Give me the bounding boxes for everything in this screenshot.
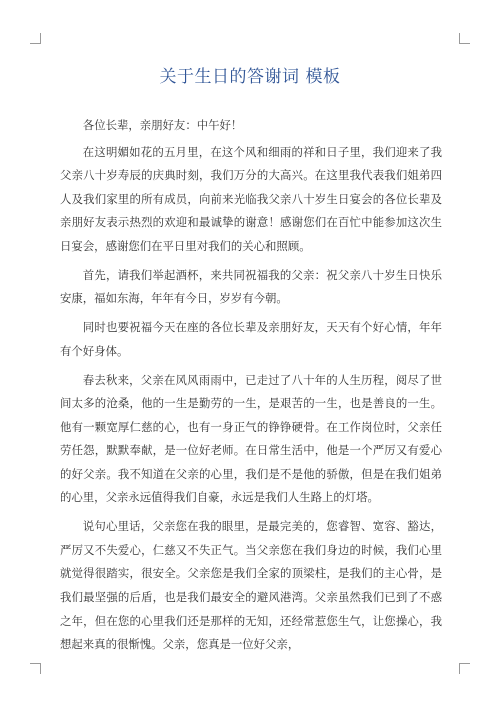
body-paragraph: 首先，请我们举起酒杯，来共同祝福我的父亲：祝父亲八十岁生日快乐安康，福如东海，年年有今日，岁岁有今朝。 [60,267,442,306]
page-corner-mark-top-left [30,33,41,44]
page-corner-mark-top-right [459,33,470,44]
greeting-paragraph: 各位长辈，亲朋好友：中午好！ [82,118,243,132]
page-corner-mark-bottom-right [459,663,470,674]
page-corner-mark-bottom-left [30,663,41,674]
body-paragraph: 春去秋来，父亲在风风雨雨中，已走过了八十年的人生历程，阅尽了世间太多的沧桑，他的一生是勤劳的一生，是艰苦的一生，也是善良的一生。他有一颗宽厚仁慈的心，也有一身正气的铮铮硬骨。在工作岗位时，父亲任劳任怨，默默奉献，是一位好老师。在日常生活中，他是一个严厉又有爱心的好父亲。我不知道在父亲的心里，我们是不是他的骄傲，但是在我们姐弟的心里，父亲永远值得我们自豪，永远是我们人生路上的灯塔。 [60,372,442,505]
body-paragraph: 同时也要祝福今天在座的各位长辈及亲朋好友，天天有个好心情，年年有个好身体。 [60,320,442,358]
page-title: 关于生日的答谢词 模板 [159,67,341,87]
body-paragraph: 说句心里话，父亲您在我的眼里，是最完美的，您睿智、宽容、豁达，严厉又不失爱心，仁慈又不失正气。当父亲您在我们身边的时候，我们心里就觉得很踏实，很安全。父亲您是我们全家的顶梁柱，是我们的主心骨，是我们最坚强的后盾，也是我们最安全的避风港湾。父亲虽然我们已到了不惑之年，但在您的心里我们还是那样的无知，还经常惹您生气，让您操心，我想起来真的很惭愧。父亲，您真是一位好父亲， [60,519,442,652]
document-body [60,114,442,662]
body-paragraph: 在这明媚如花的五月里，在这个风和细雨的祥和日子里，我们迎来了我父亲八十岁寿辰的庆典时刻，我们万分的大高兴。在这里我代表我们姐弟四人及我们家里的所有成员，向前来光临我父亲八十岁生日宴会的各位长辈及亲朋好友表示热烈的欢迎和最诚挚的谢意！感谢您们在百忙中能参加这次生日宴会，感谢您们在平日里对我们的关心和照顾。 [60,144,442,253]
